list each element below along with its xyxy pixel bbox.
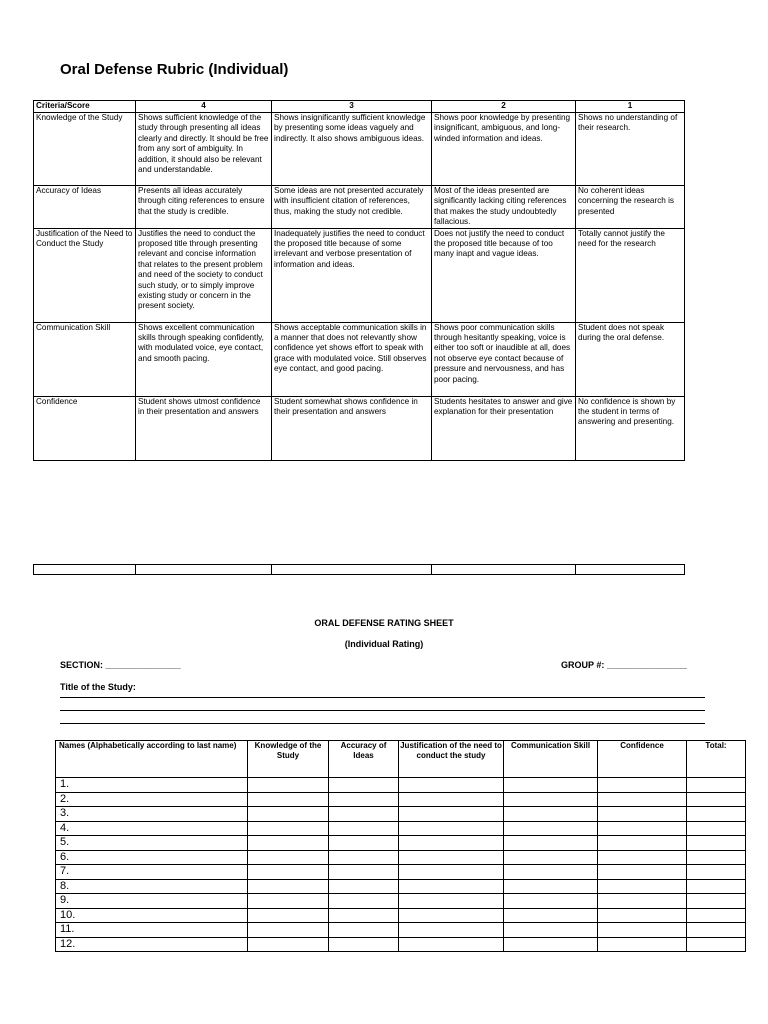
rubric-row [34,186,685,229]
score-cell[interactable] [248,923,329,938]
row-number[interactable]: 12. [56,937,248,952]
section-field[interactable]: SECTION: _______________ [60,660,181,670]
score-cell[interactable] [329,778,399,793]
score-cell[interactable] [598,836,687,851]
total-cell[interactable] [687,821,746,836]
row-number[interactable]: 9. [56,894,248,909]
score-cell[interactable] [329,865,399,880]
total-cell[interactable] [687,850,746,865]
rubric-cell-4: Shows excellent communication skills through speaking confidently, with modulated voice, eye contact, and smooth pacing. [136,322,272,396]
row-number[interactable]: 6. [56,850,248,865]
rubric-title: Oral Defense Rubric (Individual) [60,61,289,78]
empty-cell[interactable] [576,565,685,575]
rubric-cell-2: Most of the ideas presented are significantly lacking citing references that makes the study undoubtedly fallacious. [432,186,576,229]
rubric-cell-4: Student shows utmost confidence in their presentation and answers [136,396,272,460]
total-cell[interactable] [687,937,746,952]
score-cell[interactable] [598,908,687,923]
score-cell[interactable] [598,923,687,938]
rating-row [56,894,746,909]
rubric-cell-3: Shows insignificantly sufficient knowledge by presenting some ideas vaguely and indirectly. It also shows ambiguous ideas. [272,113,432,186]
row-number[interactable]: 8. [56,879,248,894]
score-cell[interactable] [329,923,399,938]
score-cell[interactable] [248,894,329,909]
rubric-header-score-3: 3 [272,101,432,113]
rating-row [56,850,746,865]
rating-header-knowledge: Knowledge of the Study [248,741,329,778]
score-cell[interactable] [329,821,399,836]
score-cell[interactable] [504,908,598,923]
total-cell[interactable] [687,894,746,909]
empty-table-row [33,564,685,575]
rubric-header-score-4: 4 [136,101,272,113]
empty-cell[interactable] [34,565,136,575]
empty-cell[interactable] [136,565,272,575]
total-cell[interactable] [687,792,746,807]
rubric-header-row [34,101,685,113]
rubric-cell-2: Students hesitates to answer and give explanation for their presentation [432,396,576,460]
score-cell[interactable] [504,836,598,851]
score-cell[interactable] [598,821,687,836]
rubric-cell-2: Shows poor knowledge by presenting insignificant, ambiguous, and long-winded information and ideas. [432,113,576,186]
score-cell[interactable] [598,865,687,880]
empty-cell[interactable] [272,565,432,575]
rubric-cell-1: Totally cannot justify the need for the research [576,228,685,322]
score-cell[interactable] [399,908,504,923]
total-cell[interactable] [687,908,746,923]
score-cell[interactable] [598,807,687,822]
rubric-cell-1: Shows no understanding of their research. [576,113,685,186]
rubric-row [34,396,685,460]
row-number[interactable]: 5. [56,836,248,851]
score-cell[interactable] [248,879,329,894]
score-cell[interactable] [399,937,504,952]
score-cell[interactable] [329,879,399,894]
rubric-criteria: Communication Skill [34,322,136,396]
study-title-line-3[interactable] [60,723,705,724]
empty-cell[interactable] [432,565,576,575]
rating-header-communication: Communication Skill [504,741,598,778]
score-cell[interactable] [598,879,687,894]
row-number[interactable]: 2. [56,792,248,807]
rubric-cell-4: Justifies the need to conduct the proposed title through presenting relevant and concise information that relates to the present problem and need of the society to conduct such study, or to simply improve existing study or concern in the present society. [136,228,272,322]
total-cell[interactable] [687,923,746,938]
rubric-cell-1: Student does not speak during the oral defense. [576,322,685,396]
rubric-header-score-1: 1 [576,101,685,113]
rating-header-justification: Justification of the need to conduct the study [399,741,504,778]
score-cell[interactable] [504,850,598,865]
score-cell[interactable] [399,923,504,938]
score-cell[interactable] [399,850,504,865]
rating-row [56,807,746,822]
score-cell[interactable] [504,821,598,836]
rating-header-confidence: Confidence [598,741,687,778]
rating-header-names: Names (Alphabetically according to last name) [56,741,248,778]
score-cell[interactable] [504,778,598,793]
rubric-cell-4: Presents all ideas accurately through citing references to ensure that the study is credible. [136,186,272,229]
score-cell[interactable] [329,792,399,807]
group-field[interactable]: GROUP #: ________________ [561,660,687,670]
score-cell[interactable] [598,850,687,865]
rating-header-row [56,741,746,778]
total-cell[interactable] [687,836,746,851]
score-cell[interactable] [504,879,598,894]
rubric-cell-3: Some ideas are not presented accurately with insufficient citation of references, thus, making the study not credible. [272,186,432,229]
rating-sheet-title: ORAL DEFENSE RATING SHEET [314,618,454,628]
score-cell[interactable] [504,923,598,938]
score-cell[interactable] [248,908,329,923]
score-cell[interactable] [248,937,329,952]
rubric-cell-1: No coherent ideas concerning the research is presented [576,186,685,229]
score-cell[interactable] [329,836,399,851]
rating-header-accuracy: Accuracy of Ideas [329,741,399,778]
score-cell[interactable] [504,894,598,909]
row-number[interactable]: 10. [56,908,248,923]
rating-row [56,879,746,894]
score-cell[interactable] [248,807,329,822]
row-number[interactable]: 7. [56,865,248,880]
total-cell[interactable] [687,879,746,894]
rating-table [55,740,746,952]
score-cell[interactable] [399,778,504,793]
score-cell[interactable] [399,807,504,822]
rating-row [56,923,746,938]
score-cell[interactable] [329,937,399,952]
score-cell[interactable] [598,792,687,807]
rubric-cell-1: No confidence is shown by the student in terms of answering and presenting. [576,396,685,460]
study-title-line-2[interactable] [60,710,705,711]
rating-row [56,792,746,807]
rubric-cell-3: Shows acceptable communication skills in a manner that does not relevantly show confidence yet shows effort to speak with grace with modulated voice. Still observes eye contact, and good pacing. [272,322,432,396]
total-cell[interactable] [687,807,746,822]
rubric-cell-3: Inadequately justifies the need to conduct the proposed title because of some irrelevant and verbose presentation of information and ideas. [272,228,432,322]
row-number[interactable]: 11. [56,923,248,938]
score-cell[interactable] [248,850,329,865]
score-cell[interactable] [248,865,329,880]
row-number[interactable]: 1. [56,778,248,793]
rubric-cell-3: Student somewhat shows confidence in their presentation and answers [272,396,432,460]
rubric-cell-2: Does not justify the need to conduct the proposed title because of too many inapt and vague ideas. [432,228,576,322]
score-cell[interactable] [399,821,504,836]
score-cell[interactable] [598,894,687,909]
study-title-line-1[interactable] [60,697,705,698]
score-cell[interactable] [248,821,329,836]
rating-row [56,778,746,793]
rubric-criteria: Confidence [34,396,136,460]
rubric-criteria: Accuracy of Ideas [34,186,136,229]
score-cell[interactable] [598,937,687,952]
score-cell[interactable] [399,865,504,880]
total-cell[interactable] [687,865,746,880]
score-cell[interactable] [504,937,598,952]
score-cell[interactable] [329,807,399,822]
rubric-criteria: Justification of the Need to Conduct the Study [34,228,136,322]
study-title-label: Title of the Study: [60,682,136,692]
score-cell[interactable] [248,778,329,793]
rating-row [56,836,746,851]
rubric-row [34,228,685,322]
row-number[interactable]: 3. [56,807,248,822]
score-cell[interactable] [399,879,504,894]
score-cell[interactable] [399,894,504,909]
score-cell[interactable] [248,836,329,851]
rating-row [56,821,746,836]
rating-row [56,908,746,923]
rubric-cell-2: Shows poor communication skills through hesitantly speaking, voice is either too soft or inaudible at all, does not observe eye contact because of pressure and nervousness, and has poor pacing. [432,322,576,396]
score-cell[interactable] [248,792,329,807]
score-cell[interactable] [329,850,399,865]
score-cell[interactable] [504,792,598,807]
score-cell[interactable] [399,792,504,807]
score-cell[interactable] [329,894,399,909]
rubric-criteria: Knowledge of the Study [34,113,136,186]
score-cell[interactable] [399,836,504,851]
rating-header-total: Total: [687,741,746,778]
rating-sheet-subtitle: (Individual Rating) [344,639,424,649]
score-cell[interactable] [504,807,598,822]
row-number[interactable]: 4. [56,821,248,836]
rubric-cell-4: Shows sufficient knowledge of the study through presenting all ideas clearly and directly. It should be free from any sort of ambiguity. In addition, it should also be relevant and understandable. [136,113,272,186]
rubric-header-criteria: Criteria/Score [34,101,136,113]
score-cell[interactable] [504,865,598,880]
rubric-row [34,322,685,396]
rubric-header-score-2: 2 [432,101,576,113]
score-cell[interactable] [329,908,399,923]
score-cell[interactable] [598,778,687,793]
rubric-table [33,100,685,461]
rating-row [56,937,746,952]
rating-row [56,865,746,880]
total-cell[interactable] [687,778,746,793]
rubric-row [34,113,685,186]
